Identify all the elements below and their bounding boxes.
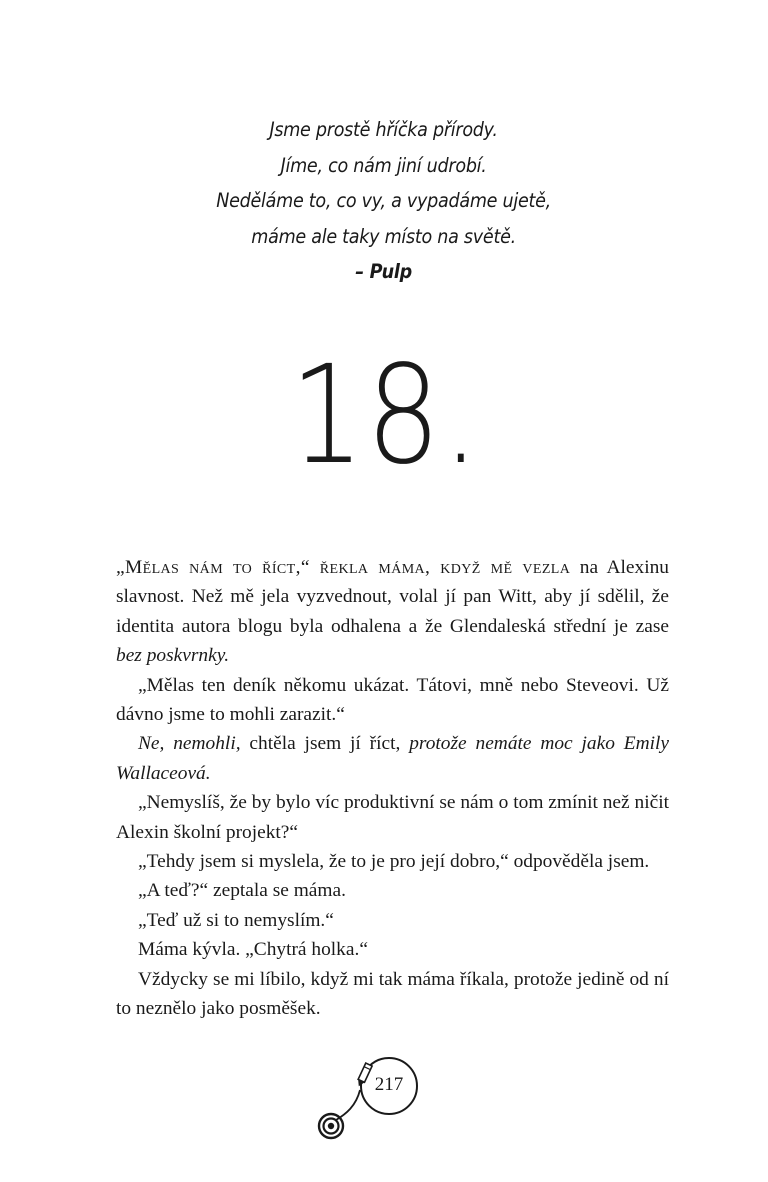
opening-smallcaps: „Mělas nám to říct,“ řekla máma, když mě vezla (116, 557, 571, 578)
chapter-body (116, 553, 669, 1024)
epigraph-line: máme ale taky místo na světě. (251, 224, 516, 248)
paragraph-text: chtěla jsem jí říct, (240, 733, 410, 755)
paragraph (116, 729, 669, 788)
paragraph: „Nemyslíš, že by bylo víc produktivní se nám o tom zmínit než ničit Alexin školní projekt?“ (116, 792, 669, 843)
target-pen-icon (308, 1052, 418, 1142)
page-number: 217 (374, 1074, 404, 1095)
paragraph-italic: bez poskvrnky. (116, 645, 230, 667)
chapter-number: 18. (289, 337, 482, 495)
paragraph-italic: Ne, nemohli, (138, 733, 241, 755)
paragraph: Vždycky se mi líbilo, když mi tak máma říkala, protože jedině od ní to neznělo jako posměšek. (116, 968, 669, 1020)
epigraph-attribution: – Pulp (355, 260, 412, 283)
paragraph: „Teď už si to nemyslím.“ (138, 909, 334, 931)
epigraph (38, 112, 729, 290)
epigraph-line: Neděláme to, co vy, a vypadáme ujetě, (216, 189, 551, 212)
paragraph: „Tehdy jsem si myslela, že to je pro její dobro,“ odpověděla jsem. (138, 851, 650, 873)
paragraph-text: na Alexinu slavnost. Než mě jela vyzvednout, volal jí pan Witt, aby jí sdělil, že identita autora blogu byla odhalena a že Glendaleská střední je zase (116, 557, 669, 637)
paragraph: „A teď?“ zeptala se máma. (138, 880, 346, 902)
paragraph: Máma kývla. „Chytrá holka.“ (138, 939, 368, 961)
paragraph-italic: protože nemáte moc jako Emily Wallaceová. (116, 733, 669, 784)
page-number-ornament (308, 1052, 418, 1142)
paragraph: „Mělas ten deník někomu ukázat. Tátovi, mně nebo Steveovi. Už dávno jsme to mohli zarazit.“ (116, 674, 669, 726)
paragraph (116, 553, 669, 671)
epigraph-line: Jíme, co nám jiní udrobí. (280, 153, 487, 177)
epigraph-line: Jsme prostě hříčka přírody. (269, 118, 498, 141)
